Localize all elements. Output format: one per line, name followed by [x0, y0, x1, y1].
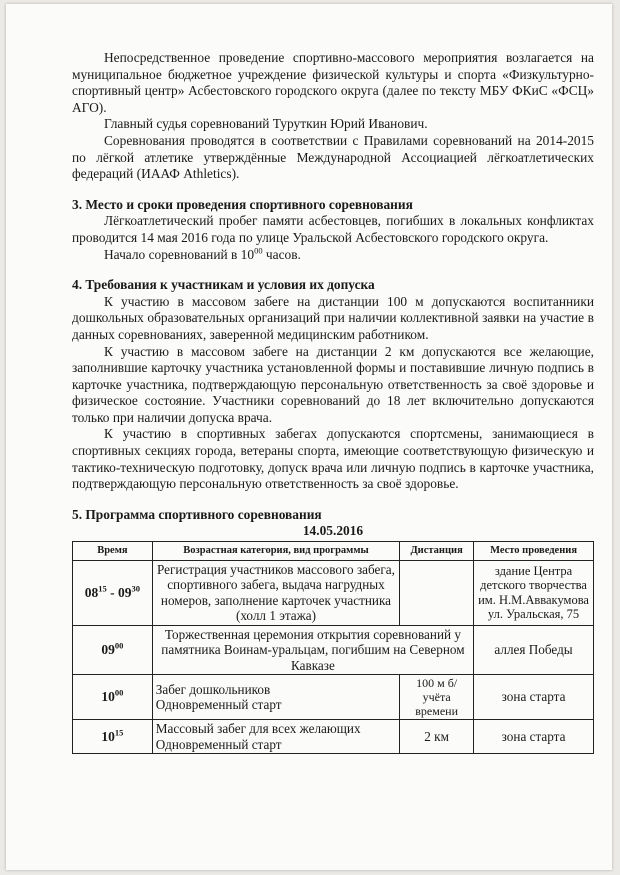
time-cell: $10^{00}$	[73, 675, 153, 720]
table-header-row	[73, 542, 594, 561]
start-time-text: Начало соревнований в $10^{00}$ часов.	[104, 245, 301, 262]
distance-cell: 2 км	[400, 720, 474, 754]
distance-cell	[400, 560, 474, 625]
time-cell: $10^{15}$	[73, 720, 153, 754]
place-cell: зона старта	[474, 675, 594, 720]
table-row	[73, 720, 594, 754]
place-cell: зона старта	[474, 720, 594, 754]
header-program: Возрастная категория, вид программы	[152, 542, 399, 561]
program-table	[72, 541, 594, 754]
distance-cell: 100 м б/учёта времени	[400, 675, 474, 720]
header-distance: Дистанция	[400, 542, 474, 561]
section-3-title: 3. Место и сроки проведения спортивного соревнования	[72, 196, 413, 212]
paragraph-organizer: Непосредственное проведение спортивно-массового мероприятия возлагается на муниципальное бюджетное учреждение физической культуры и спорта «Физкультурно-спортивный центр» Асбестовского городского округа (далее по тексту МБУ ФКиС «ФСЦ» АГО).	[72, 50, 594, 115]
paragraph-chief-judge: Главный судья соревнований Туруткин Юрий Иванович.	[104, 116, 428, 132]
paragraph-rules: Соревнования проводятся в соответствии с Правилами соревнований на 2014-2015 по лёгкой атлетике утверждённые Международной Ассоциацией лёгкоатлетических федераций (ИААФ Athletics).	[72, 132, 594, 182]
section-4-paragraph-2: К участию в массовом забеге на дистанции 2 км допускаются все желающие, заполнившие карточку участника установленной формы и поставившие личную подпись в карточке участника, подтверждающую персональную ответственность за своё здоровье и физическое состояние. Участники соревнований до 18 лет включительно допускаются только при наличии допуска врача.	[72, 343, 594, 425]
document-content	[72, 50, 594, 754]
place-cell: аллея Победы	[474, 625, 594, 675]
program-cell: Регистрация участников массового забега, спортивного забега, выдача нагрудных номеров, заполнение карточек участника (холл 1 этажа)	[152, 560, 399, 625]
table-row	[73, 675, 594, 720]
program-date: 14.05.2016	[302, 523, 364, 539]
table-row	[73, 625, 594, 675]
section-3-text: Лёгкоатлетический пробег памяти асбестовцев, погибших в локальных конфликтах проводится 14 мая 2016 года по улице Уральской Асбестовского городского округа.	[72, 213, 594, 245]
section-4-paragraph-3: К участию в спортивных забегах допускаются спортсмены, занимающиеся в спортивных секциях города, ветераны спорта, имеющие соответствующую физическую и тактико-техническую подготовку, допуск врача или личную подпись в карточке участника, подтверждающую персональную ответственность за своё здоровье.	[72, 426, 594, 492]
program-cell: Массовый забег для всех желающих Одновременный старт	[152, 720, 399, 754]
header-place: Место проведения	[474, 542, 594, 561]
program-cell: Забег дошкольников Одновременный старт	[152, 675, 399, 720]
document-page	[6, 4, 612, 870]
program-cell: Торжественная церемония открытия соревнований у памятника Воинам-уральцам, погибшим на Северном Кавказе	[152, 625, 473, 675]
time-cell: $09^{00}$	[73, 625, 153, 675]
time-cell: $08^{15} - 09^{30}$	[73, 560, 153, 625]
table-row	[73, 560, 594, 625]
section-4-title: 4. Требования к участникам и условия их допуска	[72, 277, 375, 293]
header-time: Время	[73, 542, 153, 561]
place-cell: здание Центра детского творчества им. Н.М.Аввакумова ул. Уральская, 75	[474, 560, 594, 625]
section-4-paragraph-1: К участию в массовом забеге на дистанции 100 м допускаются воспитанники дошкольных образовательных организаций при наличии коллективной заявки на участие в данных соревнованиях, заверенной медицинским работником.	[72, 293, 594, 342]
section-5-title: 5. Программа спортивного соревнования	[72, 506, 322, 522]
